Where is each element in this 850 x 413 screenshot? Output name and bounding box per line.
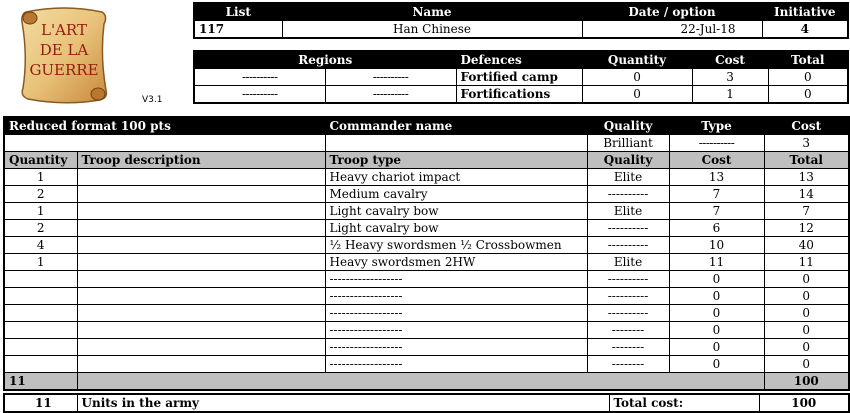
troop-quality[interactable]: -------- xyxy=(587,356,669,373)
troop-total: 13 xyxy=(764,169,849,186)
list-date[interactable]: 22-Jul-18 xyxy=(582,21,762,39)
sum-spacer xyxy=(77,373,764,391)
troop-cost: 10 xyxy=(669,237,764,254)
troop-row xyxy=(4,305,849,322)
defences-table xyxy=(193,50,849,104)
troop-type[interactable]: ½ Heavy swordsmen ½ Crossbowmen xyxy=(325,237,587,254)
format-label: Reduced format 100 pts xyxy=(4,117,325,135)
troop-row xyxy=(4,169,849,186)
sum-quantity: 11 xyxy=(4,373,77,391)
quality-header: Quality xyxy=(587,117,669,135)
troop-quantity[interactable]: 4 xyxy=(4,237,77,254)
troop-total: 14 xyxy=(764,186,849,203)
commander-name-header: Commander name xyxy=(325,117,587,135)
troop-cost: 0 xyxy=(669,322,764,339)
col-troop-type: Troop type xyxy=(325,152,587,169)
list-header-table xyxy=(193,2,849,39)
troop-total: 0 xyxy=(764,339,849,356)
troop-type[interactable]: ------------------ xyxy=(325,288,587,305)
commander-name[interactable] xyxy=(325,135,587,152)
troop-description[interactable] xyxy=(77,203,325,220)
footer-table xyxy=(3,393,850,413)
troop-total: 11 xyxy=(764,254,849,271)
sum-total: 100 xyxy=(764,373,849,391)
col-quantity: Quantity xyxy=(4,152,77,169)
troop-type[interactable]: Heavy swordsmen 2HW xyxy=(325,254,587,271)
troop-quantity[interactable]: 1 xyxy=(4,254,77,271)
col-initiative: Initiative xyxy=(762,3,848,21)
troop-description[interactable] xyxy=(77,339,325,356)
commander-row xyxy=(4,135,849,152)
col-quality: Quality xyxy=(587,152,669,169)
troop-quality[interactable]: ---------- xyxy=(587,288,669,305)
initiative-value[interactable]: 4 xyxy=(762,21,848,39)
troop-total: 40 xyxy=(764,237,849,254)
troop-description[interactable] xyxy=(77,288,325,305)
col-quantity: Quantity xyxy=(582,51,692,69)
troop-row xyxy=(4,186,849,203)
col-name: Name xyxy=(282,3,582,21)
troop-quality[interactable]: ---------- xyxy=(587,186,669,203)
logo-line1: L'ART xyxy=(41,21,87,39)
troop-total: 7 xyxy=(764,203,849,220)
defence-quantity[interactable]: 0 xyxy=(582,69,692,86)
troop-type[interactable]: ------------------ xyxy=(325,339,587,356)
units-label: Units in the army xyxy=(77,394,609,412)
version-label: V3.1 xyxy=(142,95,163,105)
troop-row xyxy=(4,339,849,356)
logo xyxy=(18,6,110,104)
troop-row xyxy=(4,237,849,254)
troop-cost: 6 xyxy=(669,220,764,237)
col-regions: Regions xyxy=(194,51,456,69)
total-cost-value: 100 xyxy=(759,394,849,412)
troop-row xyxy=(4,288,849,305)
col-cost: Cost xyxy=(669,152,764,169)
troop-total: 0 xyxy=(764,356,849,373)
troop-description[interactable] xyxy=(77,186,325,203)
troop-description[interactable] xyxy=(77,254,325,271)
troop-cost: 0 xyxy=(669,271,764,288)
col-defences: Defences xyxy=(456,51,582,69)
list-number[interactable]: 117 xyxy=(194,21,282,39)
commander-blank xyxy=(4,135,325,152)
commander-cost: 3 xyxy=(764,135,849,152)
defence-total: 0 xyxy=(768,86,848,104)
troop-row xyxy=(4,271,849,288)
troop-row xyxy=(4,254,849,271)
troop-type[interactable]: Light cavalry bow xyxy=(325,203,587,220)
troop-cost: 0 xyxy=(669,339,764,356)
troop-description[interactable] xyxy=(77,169,325,186)
commander-quality[interactable]: Brilliant xyxy=(587,135,669,152)
troop-row xyxy=(4,220,849,237)
troop-quantity[interactable] xyxy=(4,322,77,339)
units-count: 11 xyxy=(4,394,77,412)
commander-type[interactable]: ---------- xyxy=(669,135,764,152)
troop-quantity[interactable]: 2 xyxy=(4,186,77,203)
col-list: List xyxy=(194,3,282,21)
army-name[interactable]: Han Chinese xyxy=(282,21,582,39)
troop-quantity[interactable]: 2 xyxy=(4,220,77,237)
troop-description[interactable] xyxy=(77,237,325,254)
troop-description[interactable] xyxy=(77,356,325,373)
troop-quality[interactable]: ---------- xyxy=(587,305,669,322)
defence-name: Fortified camp xyxy=(456,69,582,86)
troops-table xyxy=(3,116,850,391)
troop-row xyxy=(4,322,849,339)
troop-quality[interactable]: -------- xyxy=(587,339,669,356)
region-2[interactable]: ---------- xyxy=(325,69,456,86)
logo-line2: DE LA xyxy=(39,41,89,59)
defence-row xyxy=(194,69,848,86)
troop-quantity[interactable] xyxy=(4,305,77,322)
troop-cost: 11 xyxy=(669,254,764,271)
region-1[interactable]: ---------- xyxy=(194,69,325,86)
defence-row xyxy=(194,86,848,104)
total-cost-label: Total cost: xyxy=(609,394,759,412)
troop-total: 0 xyxy=(764,305,849,322)
troop-cost: 0 xyxy=(669,305,764,322)
troop-type[interactable]: Medium cavalry xyxy=(325,186,587,203)
defence-total: 0 xyxy=(768,69,848,86)
cost-header: Cost xyxy=(764,117,849,135)
troop-quantity[interactable] xyxy=(4,288,77,305)
troop-quality[interactable]: ---------- xyxy=(587,220,669,237)
col-total: Total xyxy=(768,51,848,69)
troop-type[interactable]: ------------------ xyxy=(325,305,587,322)
troop-cost: 0 xyxy=(669,288,764,305)
troop-quality[interactable]: Elite xyxy=(587,203,669,220)
troop-quantity[interactable] xyxy=(4,356,77,373)
troop-total: 0 xyxy=(764,271,849,288)
troop-cost: 0 xyxy=(669,356,764,373)
region-1[interactable]: ---------- xyxy=(194,86,325,104)
region-2[interactable]: ---------- xyxy=(325,86,456,104)
logo-line3: GUERRE xyxy=(29,61,99,79)
troop-row xyxy=(4,356,849,373)
troop-description[interactable] xyxy=(77,220,325,237)
col-troop-description: Troop description xyxy=(77,152,325,169)
troop-quantity[interactable] xyxy=(4,271,77,288)
troop-quality[interactable]: -------- xyxy=(587,322,669,339)
defence-cost: 3 xyxy=(692,69,768,86)
troop-row xyxy=(4,203,849,220)
troop-type[interactable]: Light cavalry bow xyxy=(325,220,587,237)
defence-cost: 1 xyxy=(692,86,768,104)
troop-cost: 7 xyxy=(669,186,764,203)
troop-cost: 13 xyxy=(669,169,764,186)
troop-quality[interactable]: ---------- xyxy=(587,271,669,288)
troop-quality[interactable]: ---------- xyxy=(587,237,669,254)
troop-total: 0 xyxy=(764,322,849,339)
troop-type[interactable]: ------------------ xyxy=(325,322,587,339)
troop-description[interactable] xyxy=(77,322,325,339)
troop-type[interactable]: ------------------ xyxy=(325,271,587,288)
troop-quantity[interactable]: 1 xyxy=(4,203,77,220)
defence-name: Fortifications xyxy=(456,86,582,104)
col-cost: Cost xyxy=(692,51,768,69)
troop-type[interactable]: ------------------ xyxy=(325,356,587,373)
troop-quality[interactable]: Elite xyxy=(587,169,669,186)
col-total: Total xyxy=(764,152,849,169)
troop-description[interactable] xyxy=(77,271,325,288)
troop-quantity[interactable] xyxy=(4,339,77,356)
troop-cost: 7 xyxy=(669,203,764,220)
type-header: Type xyxy=(669,117,764,135)
troop-description[interactable] xyxy=(77,305,325,322)
troop-type[interactable]: Heavy chariot impact xyxy=(325,169,587,186)
troop-total: 0 xyxy=(764,288,849,305)
troop-total: 12 xyxy=(764,220,849,237)
troop-quantity[interactable]: 1 xyxy=(4,169,77,186)
col-date: Date / option xyxy=(582,3,762,21)
defence-quantity[interactable]: 0 xyxy=(582,86,692,104)
troop-quality[interactable]: Elite xyxy=(587,254,669,271)
